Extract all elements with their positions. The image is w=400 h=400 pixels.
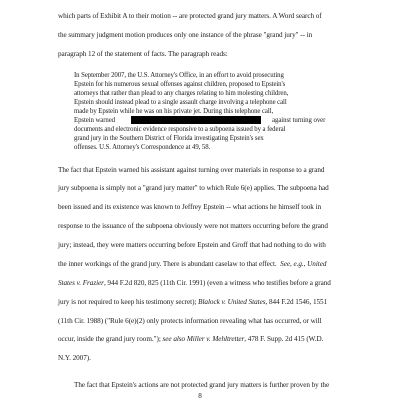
citation-text: , 478 F. Supp. 2d 415 (W.D.	[244, 335, 324, 343]
citation-line	[58, 298, 327, 307]
citation-line: N.Y. 2007).	[58, 354, 91, 362]
quote-line: Epstein should instead plead to a single assault charge involving a telephone call	[74, 99, 287, 106]
text-line: jury; instead, they were matters occurring before Epstein and Groff that had nothing to do with	[58, 241, 326, 249]
citation-line	[58, 335, 323, 344]
citation-line	[58, 279, 331, 288]
case-name: States v. Frazier	[58, 279, 104, 287]
quote-line-against: against turning over	[272, 117, 326, 124]
case-name: Miller v. Mehltretter	[186, 335, 245, 343]
text-line: the summary judgment motion produces only one instance of the phrase "grand jury" -- in	[58, 31, 313, 39]
citation-text: occur, inside the grand jury room.");	[58, 335, 161, 343]
signal-see-eg: See, e.g., United	[280, 260, 327, 268]
text-line	[58, 260, 326, 269]
case-name: Blalock v. United States	[198, 298, 266, 306]
text-line: which parts of Exhibit A to their motion -- are protected grand jury matters. A Word search of	[58, 12, 322, 20]
text-line: been issued and its existence was known to Jeffrey Epstein -- what actions he himself took in	[58, 203, 322, 211]
redaction-bar	[131, 116, 261, 124]
citation-text: , 844 F.2d 1546, 1551	[265, 298, 328, 306]
quote-line: attorneys that rather than plead to any charges relating to him molesting children,	[74, 90, 289, 97]
quote-line: offenses. U.S. Attorney's Correspondence at 49, 58.	[74, 144, 211, 151]
quote-line-epstein-warned: Epstein warned	[74, 117, 115, 124]
citation-line: (11th Cir. 1988) ("Rule 6(e)(2) only protects information revealing what has occurred, or will	[58, 317, 322, 325]
text-line: The fact that Epstein warned his assistant against turning over materials in response to a grand	[58, 166, 325, 174]
text-line: The fact that Epstein's actions are not protected grand jury matters is further proven by the	[74, 381, 330, 389]
text-line: response to the issuance of the subpoena obviously were not matters occurring before the grand	[58, 222, 328, 230]
text-line: jury subpoena is simply not a "grand jury matter" to which Rule 6(e) applies. The subpoena had	[58, 184, 329, 192]
citation-text: , 944 F.2d 820, 825 (11th Cir. 1991) (even a witness who testifies before a grand	[103, 279, 331, 287]
quote-line: made by Epstein while he was on his private jet. During this telephone call,	[74, 108, 274, 115]
citation-text: jury is not required to keep his testimony secret);	[58, 298, 197, 306]
page-number: 8	[198, 392, 202, 400]
quote-line: documents and electronic evidence responsive to a subpoena issued by a federal	[74, 126, 286, 133]
text-line: paragraph 12 of the statement of facts. The paragraph reads:	[58, 50, 228, 58]
quote-line: In September 2007, the U.S. Attorney's Office, in an effort to avoid prosecuting	[74, 72, 284, 79]
signal-see-also: see also	[162, 335, 186, 343]
text-span: the inner workings of the grand jury. There is abundant caselaw to that effect.	[58, 260, 277, 268]
quote-line: Epstein for his numerous sexual offenses against children, proposed to Epstein's	[74, 81, 286, 88]
quote-line: grand jury in the Southern District of Florida investigating Epstein's sex	[74, 135, 264, 142]
